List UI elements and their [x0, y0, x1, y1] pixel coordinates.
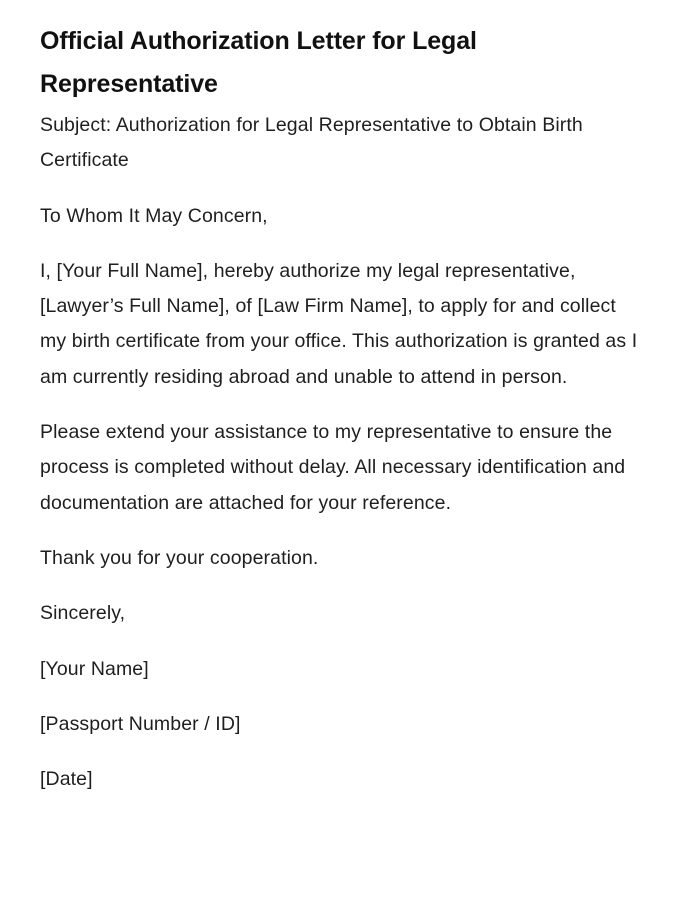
signature-name: [Your Name]	[40, 657, 149, 680]
signature-date: [Date]	[40, 768, 93, 791]
letter-body-paragraph-1: I, [Your Full Name], hereby authorize my legal representative, [Lawyer’s Full Name], of [Law Firm Name], to apply for and collect my birth certificate from your office. This authorization is granted as I am currently residing abroad and unable to attend in person.	[40, 259, 638, 388]
letter-body-paragraph-2: Please extend your assistance to my representative to ensure the process is completed without delay. All necessary identification and documentation are attached for your reference.	[40, 421, 626, 514]
letter-closing: Sincerely,	[40, 602, 126, 625]
letter-title: Official Authorization Letter for Legal Representative	[40, 27, 477, 98]
letter-document	[40, 20, 640, 817]
letter-salutation: To Whom It May Concern,	[40, 204, 268, 227]
signature-id: [Passport Number / ID]	[40, 712, 241, 735]
letter-subject: Subject: Authorization for Legal Representative to Obtain Birth Certificate	[40, 114, 583, 172]
letter-thanks: Thank you for your cooperation.	[40, 546, 319, 569]
